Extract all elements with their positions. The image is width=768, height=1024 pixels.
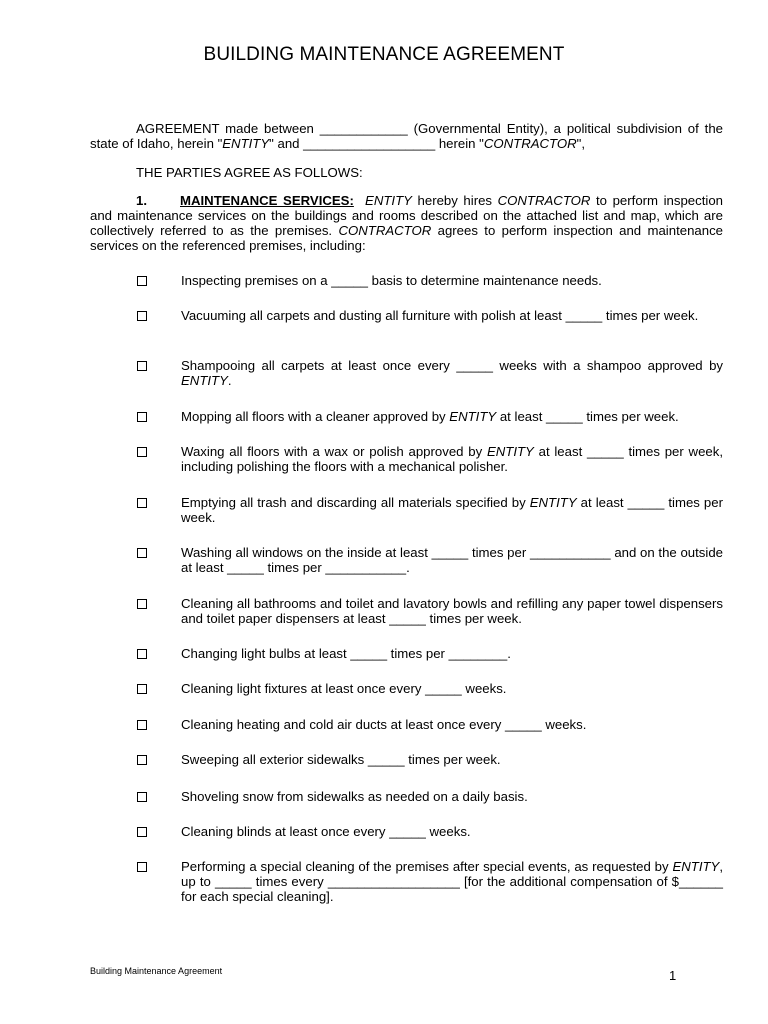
- item-text-after: at least _____ times per week.: [181, 495, 723, 525]
- checkbox[interactable]: [137, 361, 147, 371]
- item-text-after: .: [227, 373, 232, 388]
- checkbox[interactable]: [137, 311, 147, 321]
- checklist-item-text: [181, 273, 723, 288]
- checkbox[interactable]: [137, 720, 147, 730]
- checklist-item-text: [181, 596, 723, 626]
- section-contractor-2: CONTRACTOR: [338, 223, 432, 238]
- item-text: Cleaning heating and cold air ducts at least once every _____ weeks.: [181, 717, 587, 732]
- checkbox[interactable]: [137, 412, 147, 422]
- checklist-item-text: [181, 308, 723, 323]
- checklist-item-text: [181, 495, 723, 525]
- checklist-item-text: [181, 681, 723, 696]
- item-entity: ENTITY: [449, 409, 497, 424]
- item-text: Mopping all floors with a cleaner approved by: [181, 409, 450, 424]
- item-text-after: at least _____ times per week, including polishing the floors with a mechanical polisher.: [181, 444, 723, 474]
- item-text: Vacuuming all carpets and dusting all furniture with polish at least _____ times per week.: [181, 308, 699, 323]
- item-text: Waxing all floors with a wax or polish approved by: [181, 444, 487, 459]
- checklist-item-text: [181, 646, 723, 661]
- section-text-3: agrees to perform inspection and maintenance services on the referenced premises, including:: [90, 223, 724, 253]
- checkbox[interactable]: [137, 447, 147, 457]
- checkbox[interactable]: [137, 276, 147, 286]
- item-text: Cleaning light fixtures at least once every _____ weeks.: [181, 681, 507, 696]
- checklist-item-text: [181, 545, 723, 575]
- checklist-item-text: [181, 752, 723, 767]
- parties-agree-text: THE PARTIES AGREE AS FOLLOWS:: [136, 165, 363, 180]
- section-text-1: hereby hires: [411, 193, 498, 208]
- item-entity: ENTITY: [181, 373, 228, 388]
- item-text: Inspecting premises on a _____ basis to determine maintenance needs.: [181, 273, 602, 288]
- footer-title: Building Maintenance Agreement: [90, 966, 223, 976]
- item-text: Changing light bulbs at least _____ times per ________.: [181, 646, 511, 661]
- item-entity: ENTITY: [529, 495, 577, 510]
- item-text: Emptying all trash and discarding all materials specified by: [181, 495, 530, 510]
- checkbox[interactable]: [137, 649, 147, 659]
- section-contractor: CONTRACTOR: [497, 193, 591, 208]
- section-entity: ENTITY: [365, 193, 412, 208]
- checkbox[interactable]: [137, 792, 147, 802]
- intro-entity: ENTITY: [222, 136, 270, 151]
- checkbox[interactable]: [137, 599, 147, 609]
- checkbox[interactable]: [137, 548, 147, 558]
- section-text-2: to perform inspection and maintenance services on the buildings and rooms described on the attached list and map, which are collectively referred to as the premises.: [90, 193, 723, 238]
- checkbox[interactable]: [137, 827, 147, 837]
- intro-text-2: " and __________________ herein ": [269, 136, 484, 151]
- item-text: Cleaning blinds at least once every _____ weeks.: [181, 824, 471, 839]
- checkbox[interactable]: [137, 755, 147, 765]
- item-entity: ENTITY: [672, 859, 720, 874]
- checklist-item-text: [181, 409, 723, 424]
- checklist-item-text: [181, 358, 723, 388]
- intro-text-1: AGREEMENT made between ____________ (Governmental Entity), a political subdivision of the state of Idaho, herein ": [90, 121, 723, 151]
- section-1-paragraph: [90, 193, 723, 253]
- checklist-item-text: [181, 444, 723, 474]
- checkbox[interactable]: [137, 862, 147, 872]
- item-text: Shoveling snow from sidewalks as needed on a daily basis.: [181, 789, 528, 804]
- intro-text-3: ",: [576, 136, 586, 151]
- item-text: Washing all windows on the inside at least _____ times per ___________ and on the outside at least _____ times per ___________.: [181, 545, 723, 575]
- checkbox[interactable]: [137, 684, 147, 694]
- item-text: Sweeping all exterior sidewalks _____ times per week.: [181, 752, 501, 767]
- item-text-after: , up to _____ times every __________________ [for the additional compensation of $______ for each special cleaning].: [181, 859, 723, 904]
- section-heading: MAINTENANCE SERVICES:: [180, 193, 354, 208]
- item-text: Shampooing all carpets at least once every _____ weeks with a shampoo approved by: [181, 358, 723, 373]
- parties-agree-paragraph: [90, 165, 723, 180]
- document-title: BUILDING MAINTENANCE AGREEMENT: [203, 44, 565, 65]
- item-entity: ENTITY: [486, 444, 534, 459]
- checklist-item-text: [181, 717, 723, 732]
- checklist-item-text: [181, 859, 723, 904]
- checklist-item-text: [181, 824, 723, 839]
- checklist-item-text: [181, 789, 723, 804]
- page-number: 1: [669, 968, 677, 983]
- checkbox[interactable]: [137, 498, 147, 508]
- intro-contractor: CONTRACTOR: [483, 136, 577, 151]
- intro-paragraph: [90, 121, 723, 151]
- item-text: Performing a special cleaning of the premises after special events, as requested by: [181, 859, 673, 874]
- section-number: 1.: [136, 193, 147, 208]
- item-text-after: at least _____ times per week.: [496, 409, 679, 424]
- item-text: Cleaning all bathrooms and toilet and lavatory bowls and refilling any paper towel dispensers and toilet paper dispensers at least _____ times per week.: [181, 596, 723, 626]
